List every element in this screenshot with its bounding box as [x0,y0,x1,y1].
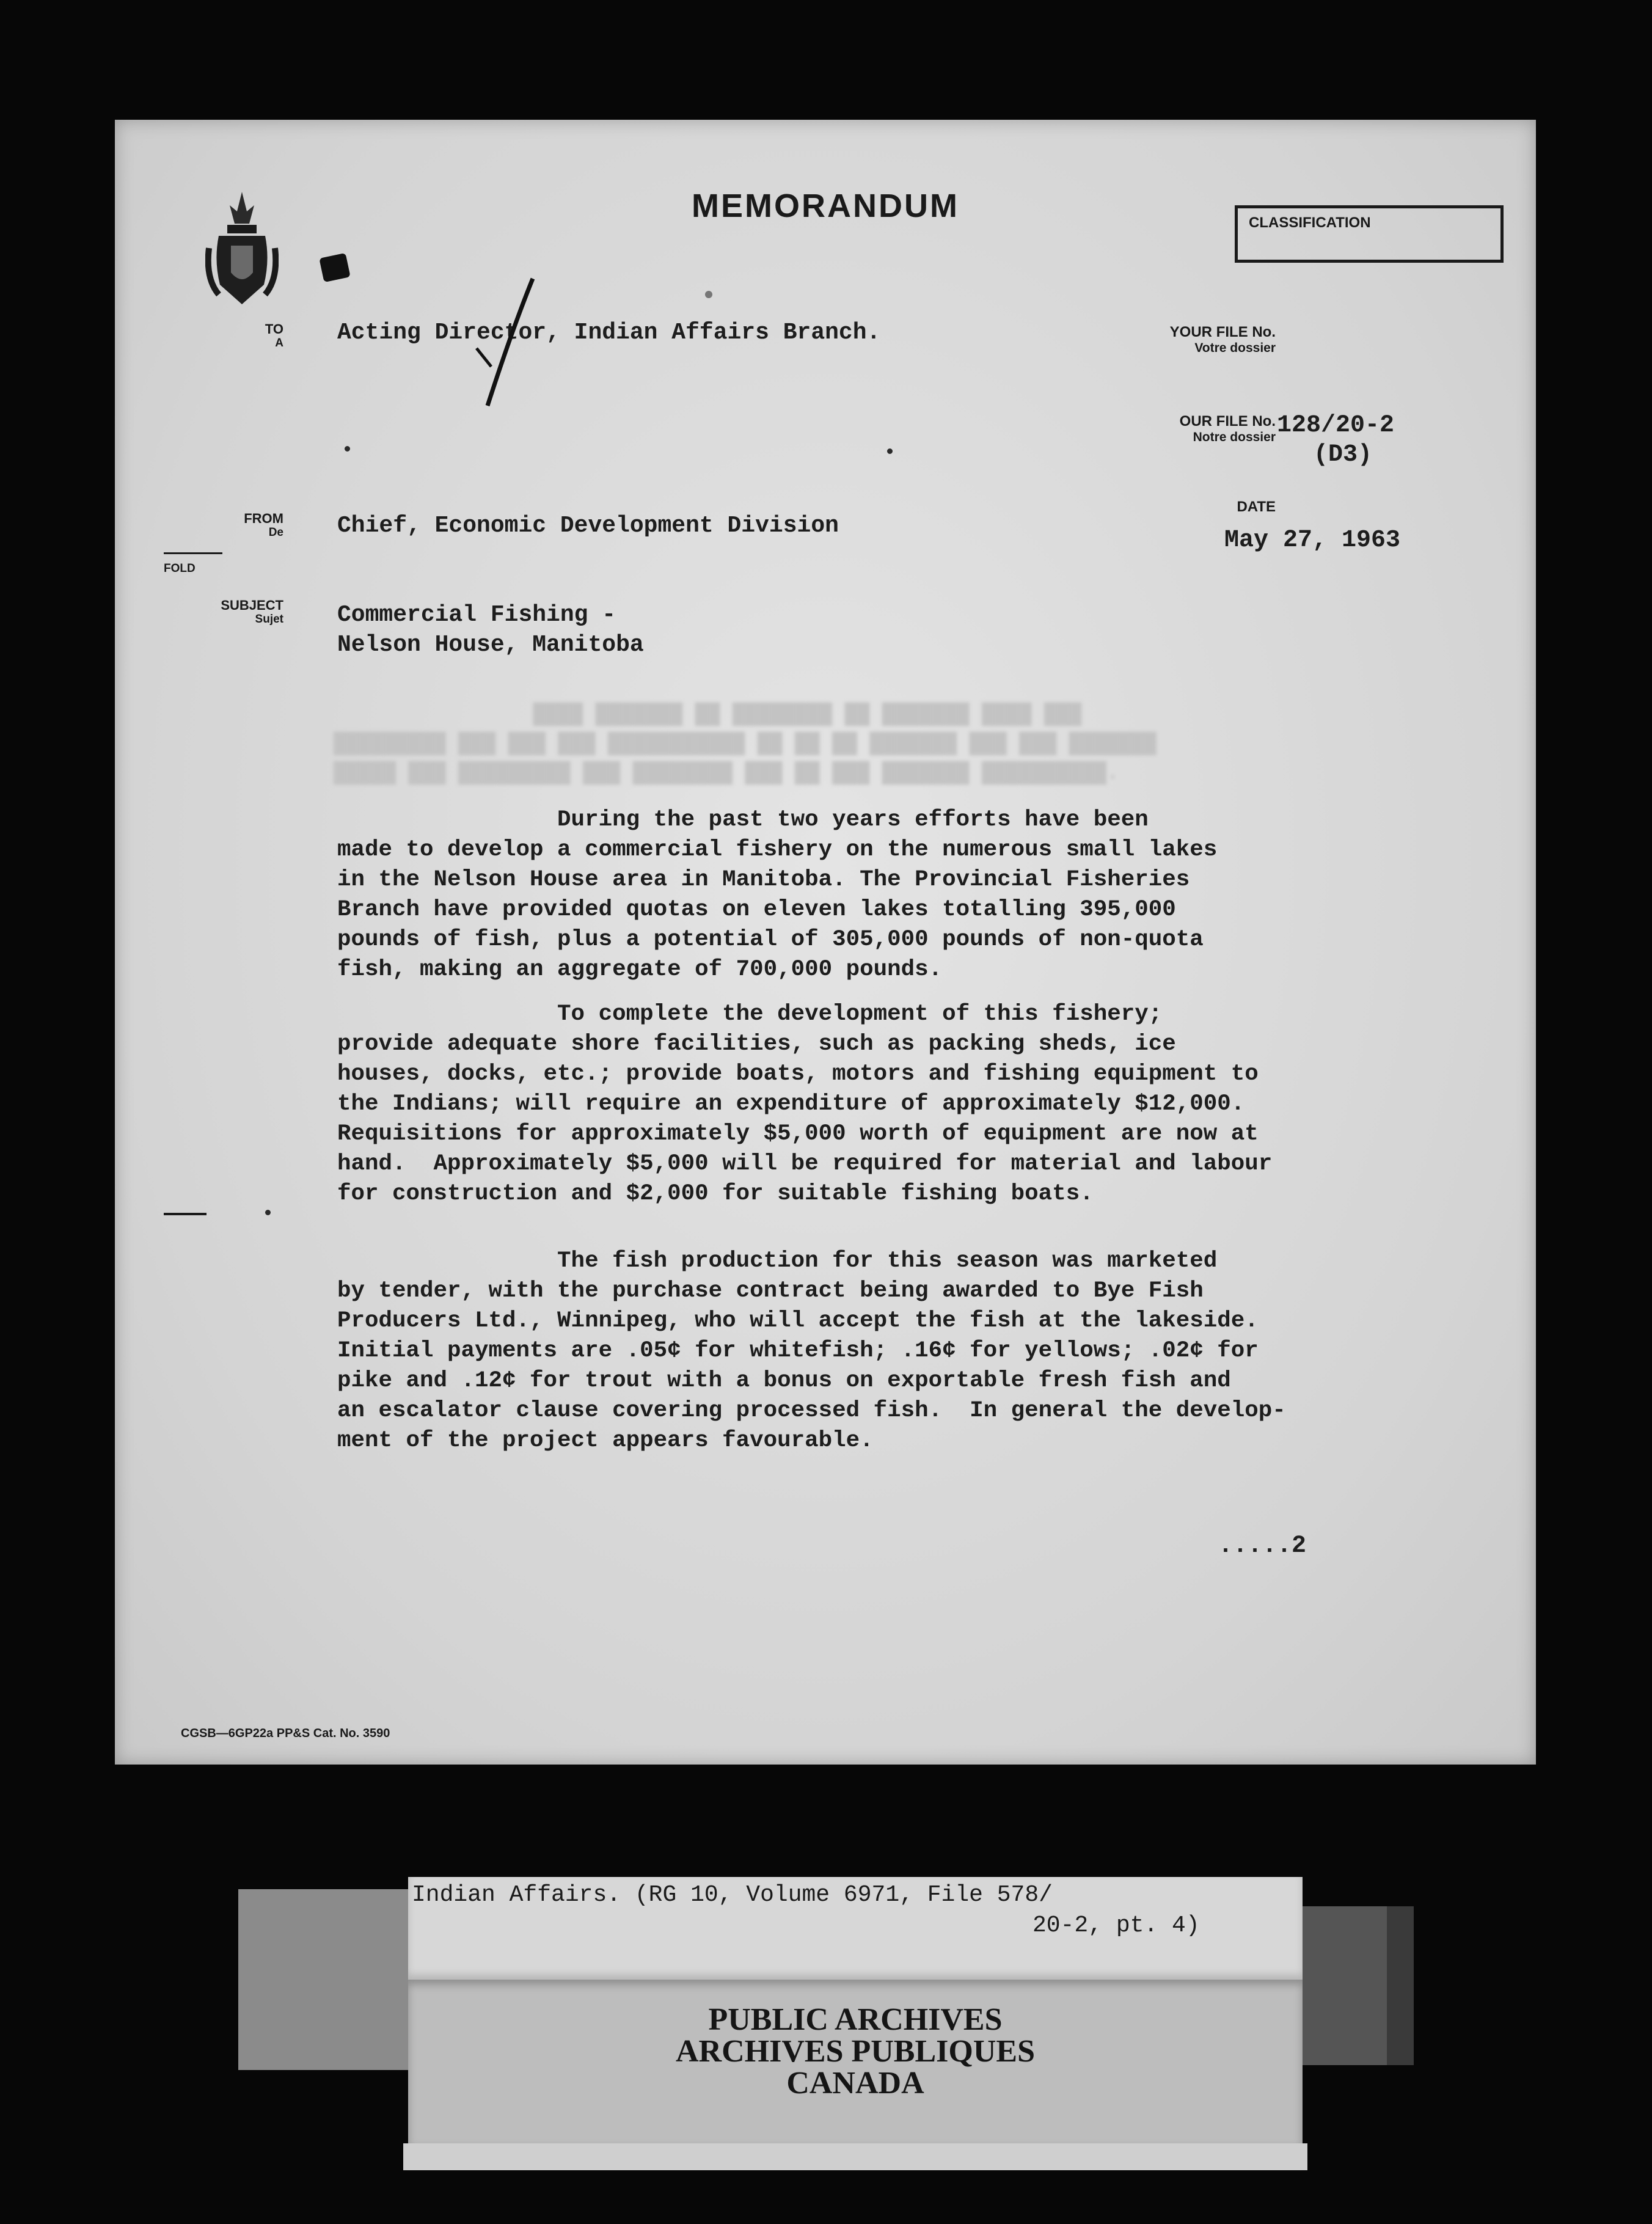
card-holder-right [1301,1906,1387,2065]
subject-line-1: Commercial Fishing - [337,602,616,628]
paper-speck [265,1210,271,1215]
stamp-line-3: CANADA [786,2066,924,2101]
classification-label: CLASSIFICATION [1249,214,1371,231]
signature-mark [469,275,543,409]
subject-label: SUBJECT Sujet [221,598,283,626]
paper-speck [705,291,712,298]
memorandum-page [115,120,1536,1765]
classification-box [1235,205,1504,263]
date-value: May 27, 1963 [1224,527,1401,554]
paper-speck [887,448,893,454]
body-paragraph-1: During the past two years efforts have been made to develop a commercial fishery on the numerous small lakes in the Nelson House area in Manitoba. The Provincial Fisheries Branch have provided quotas on eleven lakes totalling 395,000 pounds of fish, plus a potential of 305,000 pounds of non-quota fish, making an aggregate of 700,000 pounds. [337,807,1218,982]
card-holder-left [238,1889,409,2070]
to-value: Acting Director, Indian Affairs Branch. [337,320,881,346]
from-label: FROM De [244,511,283,540]
your-file-label: YOUR FILE No. Votre dossier [1169,324,1276,355]
from-value: Chief, Economic Development Division [337,513,839,539]
subject-line-2: Nelson House, Manitoba [337,632,644,658]
fold-line [164,552,222,554]
to-label: TO A [265,321,283,350]
our-file-number: 128/20-2 [1277,412,1395,439]
date-label: DATE [1237,499,1276,515]
show-through-text: ████ ███████ ██ ████████ ██ ███████ ████ ███ █████████ ███ ███ ███ ███████████ ██ ██ ██ ███████ ███ ███ ███████ █████ ███ █████████ ███ ████████ ███ ██ ███ ███████ ██████████. [334,703,1157,785]
archive-reference-line-1: Indian Affairs. (RG 10, Volume 6971, File 578/ [412,1882,1053,1908]
archive-reference-card [408,1877,1303,1980]
memo-title: MEMORANDUM [692,188,959,224]
continuation-marker: .....2 [1218,1532,1307,1560]
our-file-label: OUR FILE No. Notre dossier [1179,413,1276,444]
our-file-suffix: (D3) [1314,441,1373,469]
fold-label: FOLD [164,562,196,575]
ink-mark [319,253,350,282]
card-holder-edge [1387,1906,1414,2065]
archive-stamp [408,1980,1303,2143]
archive-reference-line-2: 20-2, pt. 4) [1032,1912,1200,1939]
stamp-line-1: PUBLIC ARCHIVES [708,2002,1003,2037]
body-paragraph-3: The fish production for this season was marketed by tender, with the purchase contract being awarded to Bye Fish Producers Ltd., Winnipeg, who will accept the fish at the lakeside. Initial payments are .05¢ for whitefish; .16¢ for yellows; .02¢ for pike and .12¢ for trout with a bonus on exportable fresh fish and an escalator clause covering processed fish. In general the develop- ment of the project appears favourable. [337,1248,1286,1454]
margin-mark [164,1213,206,1215]
paper-speck [345,446,350,452]
card-bottom-edge [403,2143,1307,2170]
body-paragraph-2: To complete the development of this fishery; provide adequate shore facilities, such as packing sheds, ice houses, docks, etc.; provide boats, motors and fishing equipment to the Indians; will require an expenditure of approximately $12,000. Requisitions for approximately $5,000 worth of equipment are now at hand. Approximately $5,000 will be required for material and labour for construction and $2,000 for suitable fishing boats. [337,1001,1273,1207]
stamp-line-2: ARCHIVES PUBLIQUES [675,2034,1036,2069]
form-code: CGSB—6GP22a PP&S Cat. No. 3590 [181,1727,390,1740]
